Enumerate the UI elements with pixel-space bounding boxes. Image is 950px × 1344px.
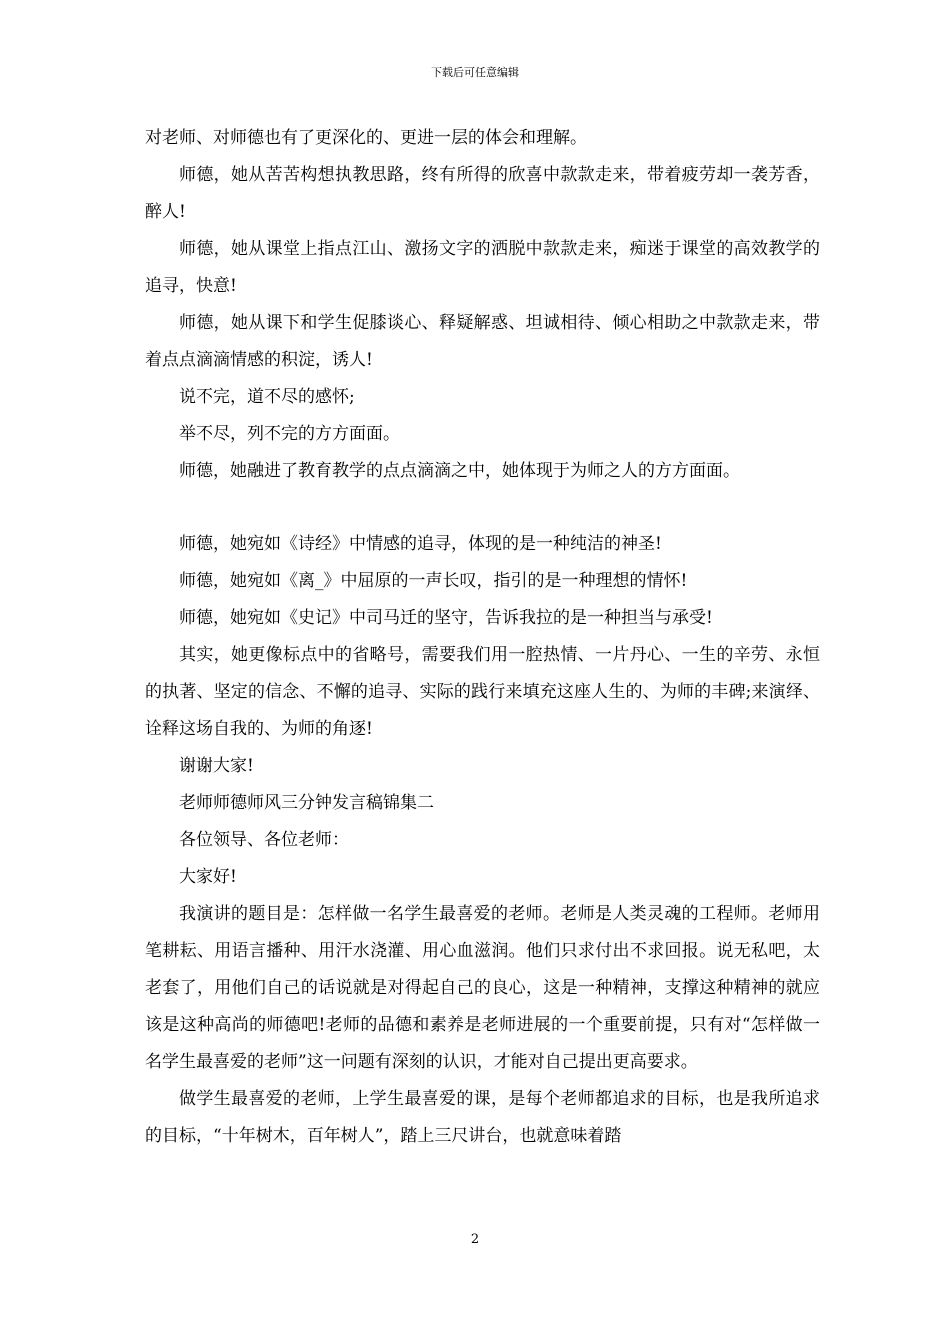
paragraph: 举不尽，列不完的方方面面。: [179, 424, 400, 444]
paragraph: 师德，她宛如《诗经》中情感的追寻，体现的是一种纯洁的神圣!: [179, 534, 662, 554]
paragraph-spacer: [145, 490, 820, 526]
paragraph: 其实，她更像标点中的省略号，需要我们用一腔热情、一片丹心、一生的辛劳、永恒的执著、坚定的信念、不懈的追寻、实际的践行来填充这座人生的、为师的丰碑;来演绎、诠释这场自我的、为师的角逐!: [145, 645, 820, 739]
paragraph: 师德，她宛如《离_》中屈原的一声长叹，指引的是一种理想的情怀!: [179, 571, 688, 591]
section-title: 老师师德师风三分钟发言稿锦集二: [179, 793, 434, 813]
page-header: 下载后可任意编辑: [431, 66, 519, 79]
page-number: 2: [470, 1232, 480, 1247]
salutation: 各位领导、各位老师：: [179, 830, 349, 850]
paragraph: 做学生最喜爱的老师，上学生最喜爱的课，是每个老师都追求的目标，也是我所追求的目标，“十年树木，百年树人”，踏上三尺讲台，也就意味着踏: [145, 1089, 820, 1146]
paragraph: 说不完，道不尽的感怀;: [179, 387, 355, 407]
paragraph: 师德，她从课堂上指点江山、激扬文字的洒脱中款款走来，痴迷于课堂的高效教学的追寻，快意!: [145, 239, 820, 296]
paragraph: 师德，她从苦苦构想执教思路，终有所得的欣喜中款款走来，带着疲劳却一袭芳香，醉人!: [145, 165, 820, 222]
paragraph: 师德，她宛如《史记》中司马迁的坚守，告诉我拉的是一种担当与承受!: [179, 608, 713, 628]
document-body: [145, 120, 820, 1155]
paragraph: 师德，她从课下和学生促膝谈心、释疑解惑、坦诚相待、倾心相助之中款款走来，带着点点滴滴情感的积淀，诱人!: [145, 313, 820, 370]
paragraph: 我演讲的题目是：怎样做一名学生最喜爱的老师。老师是人类灵魂的工程师。老师用笔耕耘、用语言播种、用汗水浇灌、用心血滋润。他们只求付出不求回报。说无私吧，太老套了，用他们自己的话说就是对得起自己的良心，这是一种精神，支撑这种精神的就应该是这种高尚的师德吧!老师的品德和素养是老师进展的一个重要前提，只有对“怎样做一名学生最喜爱的老师”这一问题有深刻的认识，才能对自己提出更高要求。: [145, 904, 820, 1072]
greeting: 大家好!: [179, 867, 237, 887]
paragraph: 对老师、对师德也有了更深化的、更进一层的体会和理解。: [145, 128, 587, 148]
paragraph: 谢谢大家!: [179, 756, 254, 776]
paragraph: 师德，她融进了教育教学的点点滴滴之中，她体现于为师之人的方方面面。: [179, 461, 740, 481]
